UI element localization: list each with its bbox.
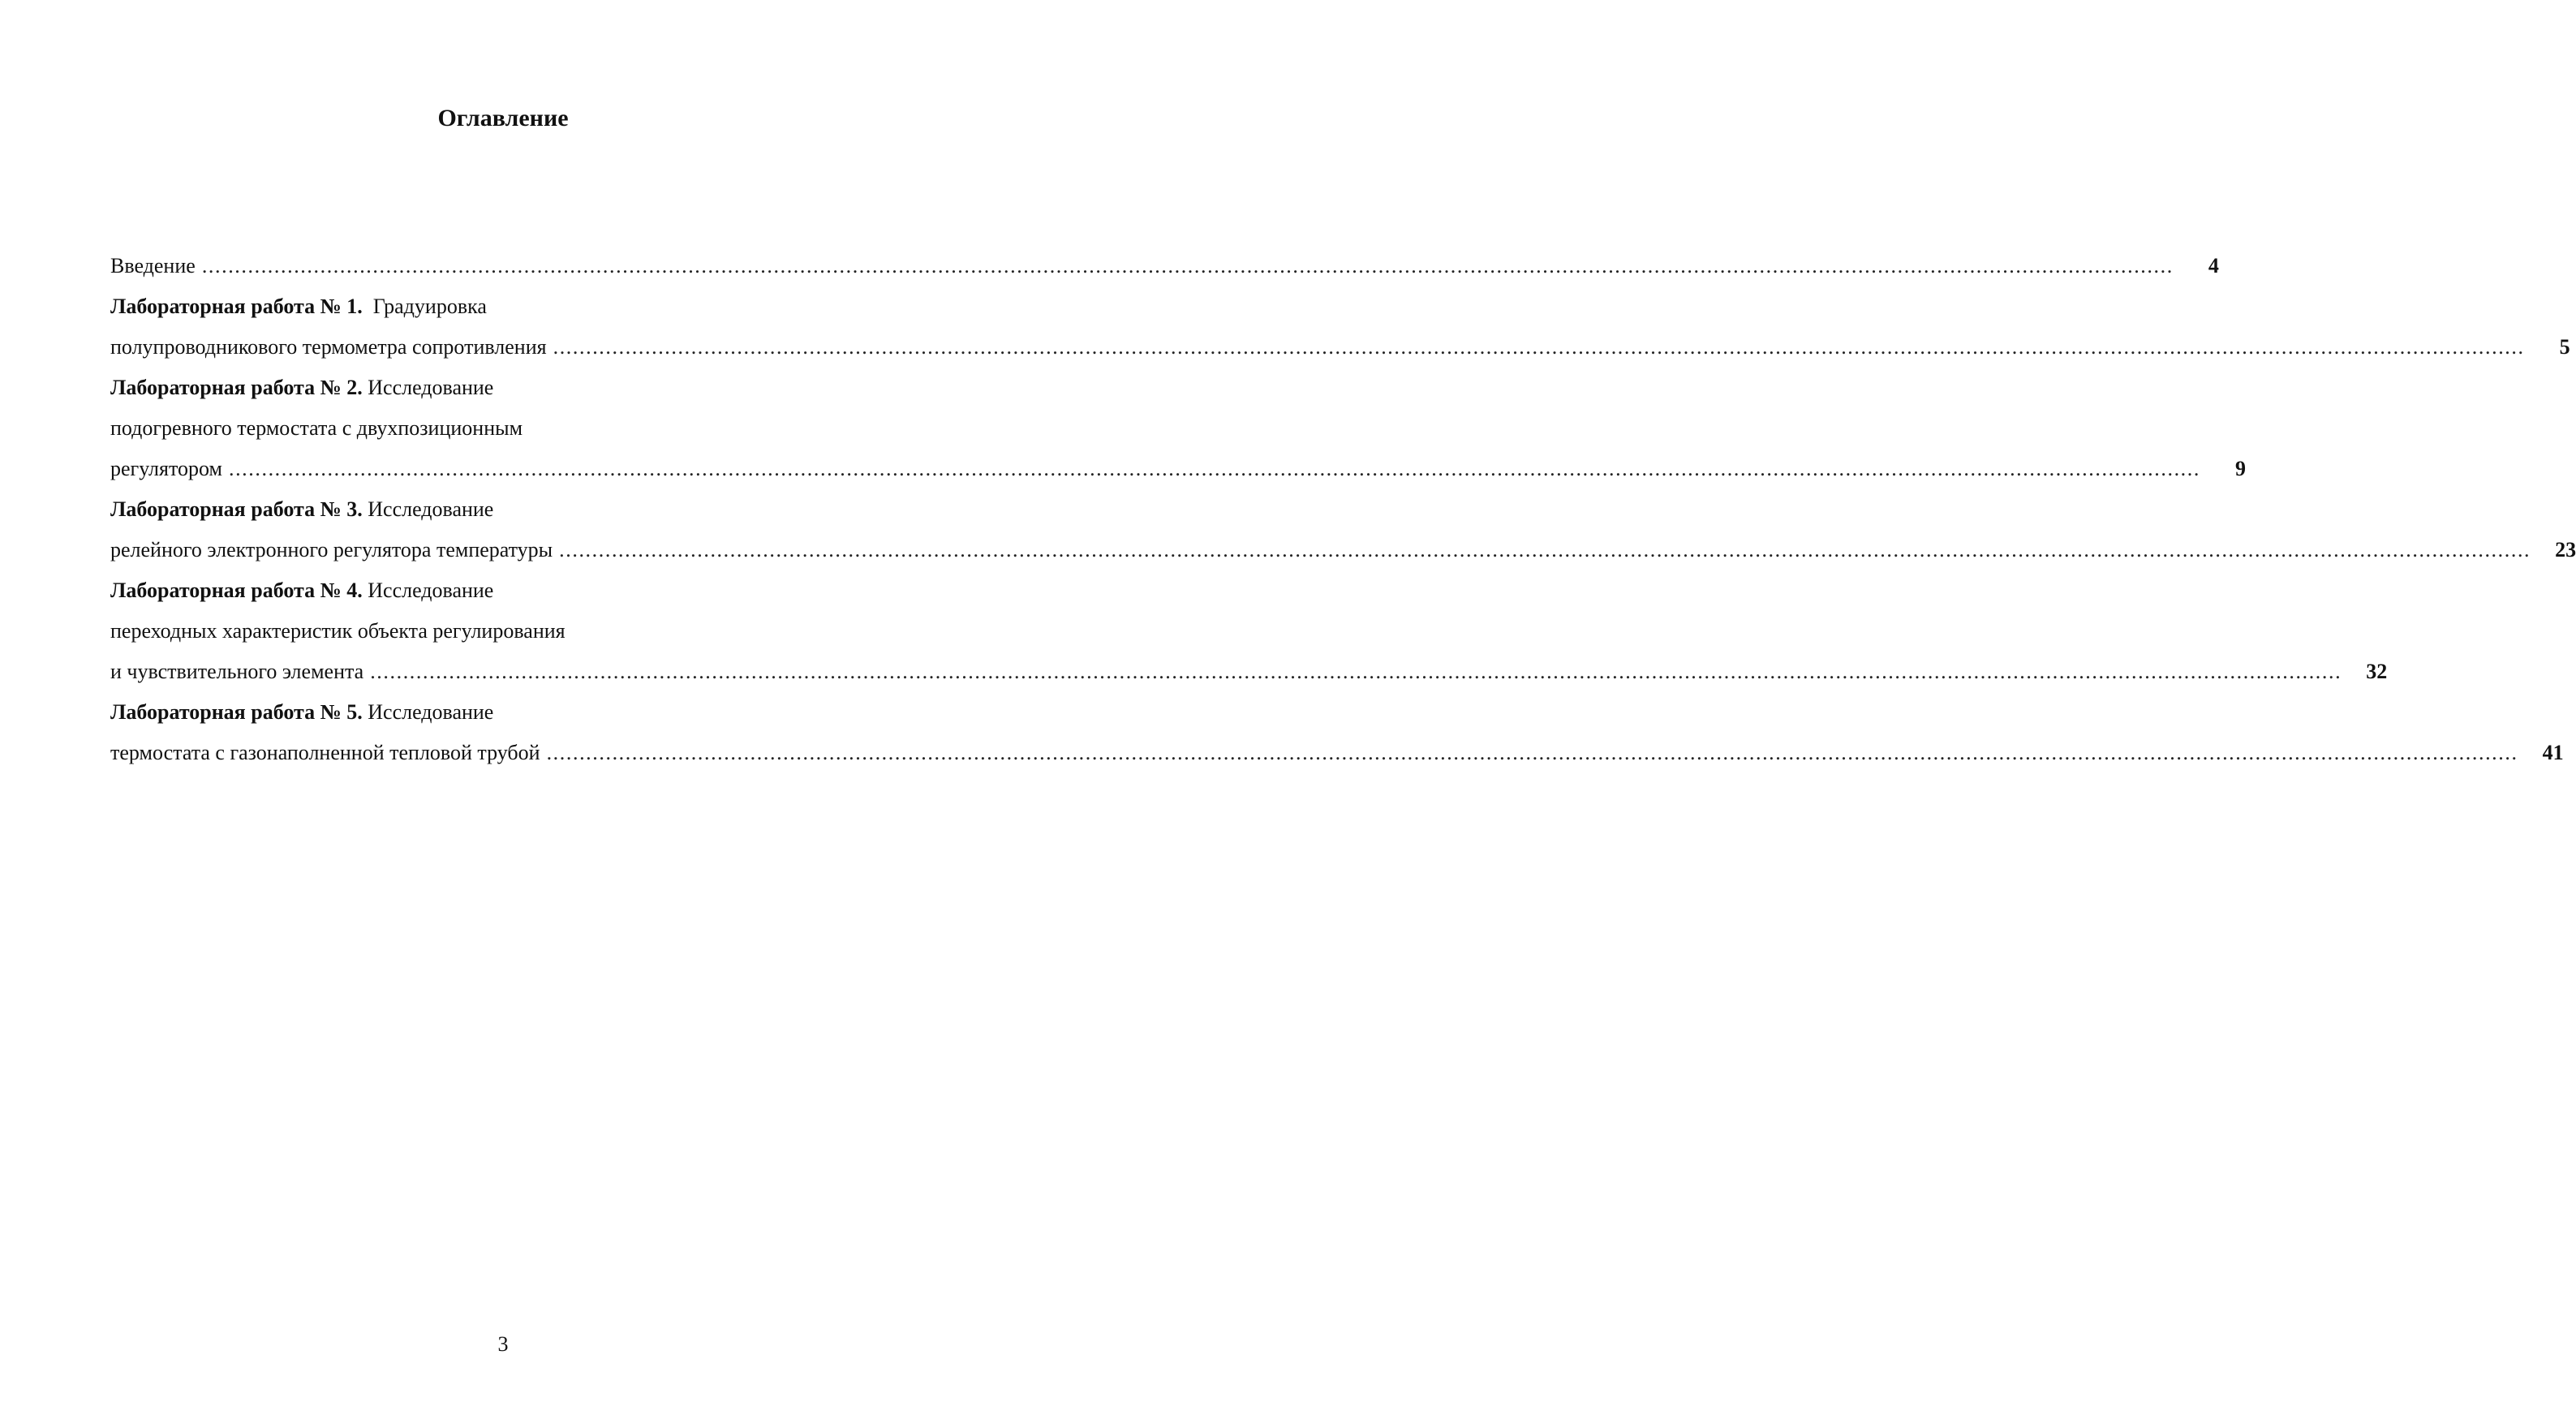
toc-entry-label: релейного электронного регулятора температуры xyxy=(110,538,553,561)
lab-title-part: Исследование xyxy=(362,579,494,602)
page-number: 3 xyxy=(497,1332,509,1356)
dot-leader: ............................................................................................................................................................................................................................................................................................................ xyxy=(559,538,2531,561)
toc-entry-label xyxy=(110,286,487,327)
toc-entry-intro[interactable] xyxy=(110,246,2219,286)
toc-page-number: 4 xyxy=(2208,254,2219,277)
dot-leader: ............................................................................................................................................................................................................................................................................................................ xyxy=(553,335,2525,359)
toc-entry-lab5-title[interactable] xyxy=(110,733,2564,773)
toc-entry-lab4-title[interactable] xyxy=(110,611,902,652)
toc-entry-lab2-title-end[interactable] xyxy=(110,449,2246,489)
lab-heading: Лабораторная работа № 1. xyxy=(110,295,363,318)
toc-entry-lab1-heading[interactable] xyxy=(110,286,902,327)
toc-entry-lab5-heading[interactable] xyxy=(110,692,902,733)
toc-entry-label: подогревного термостата с двухпозиционным xyxy=(110,416,523,440)
dot-leader: ............................................................................................................................................................................................................................................................................................................ xyxy=(546,741,2518,764)
toc-entry-label: термостата с газонаполненной тепловой трубой xyxy=(110,741,540,764)
lab-title-part: Исследование xyxy=(362,700,494,724)
lab-heading: Лабораторная работа № 3. xyxy=(110,497,363,521)
toc-entry-lab4-title-end[interactable] xyxy=(110,652,2388,692)
lab-title-part: Исследование xyxy=(362,376,494,399)
lab-title-part: Исследование xyxy=(362,497,494,521)
dot-leader: ............................................................................................................................................................................................................................................................................................................ xyxy=(201,254,2174,277)
toc-entry-label xyxy=(110,692,493,733)
lab-heading: Лабораторная работа № 5. xyxy=(110,700,363,724)
toc-page-number: 5 xyxy=(2559,335,2570,359)
toc-page-number: 32 xyxy=(2366,660,2388,683)
dot-leader: ............................................................................................................................................................................................................................................................................................................ xyxy=(370,660,2342,683)
toc-entry-label xyxy=(110,489,493,530)
toc-entry-label xyxy=(110,570,493,611)
toc-entry-lab3-heading[interactable] xyxy=(110,489,902,530)
toc-entry-label: переходных характеристик объекта регулирования xyxy=(110,619,566,643)
toc-entry-label: Введение xyxy=(110,254,196,277)
toc-entry-lab4-heading[interactable] xyxy=(110,570,902,611)
toc-entry-label xyxy=(110,368,493,408)
dot-leader: ............................................................................................................................................................................................................................................................................................................ xyxy=(228,457,2200,480)
toc-page-number: 41 xyxy=(2542,741,2564,764)
toc-page-number: 23 xyxy=(2555,538,2576,561)
toc-entry-label: и чувствительного элемента xyxy=(110,660,364,683)
lab-heading: Лабораторная работа № 4. xyxy=(110,579,363,602)
lab-title-part: Градуировка xyxy=(362,295,487,318)
toc-entry-lab1-title[interactable] xyxy=(110,327,2570,368)
lab-heading: Лабораторная работа № 2. xyxy=(110,376,363,399)
toc-entry-lab3-title[interactable] xyxy=(110,530,2576,570)
table-of-contents xyxy=(110,246,2576,773)
toc-entry-lab2-heading[interactable] xyxy=(110,368,902,408)
toc-entry-label: регулятором xyxy=(110,457,222,480)
toc-entry-lab2-title[interactable] xyxy=(110,408,902,449)
toc-entry-label: полупроводникового термометра сопротивления xyxy=(110,335,547,359)
toc-page-number: 9 xyxy=(2234,457,2246,480)
page-title: Оглавление xyxy=(437,105,569,131)
